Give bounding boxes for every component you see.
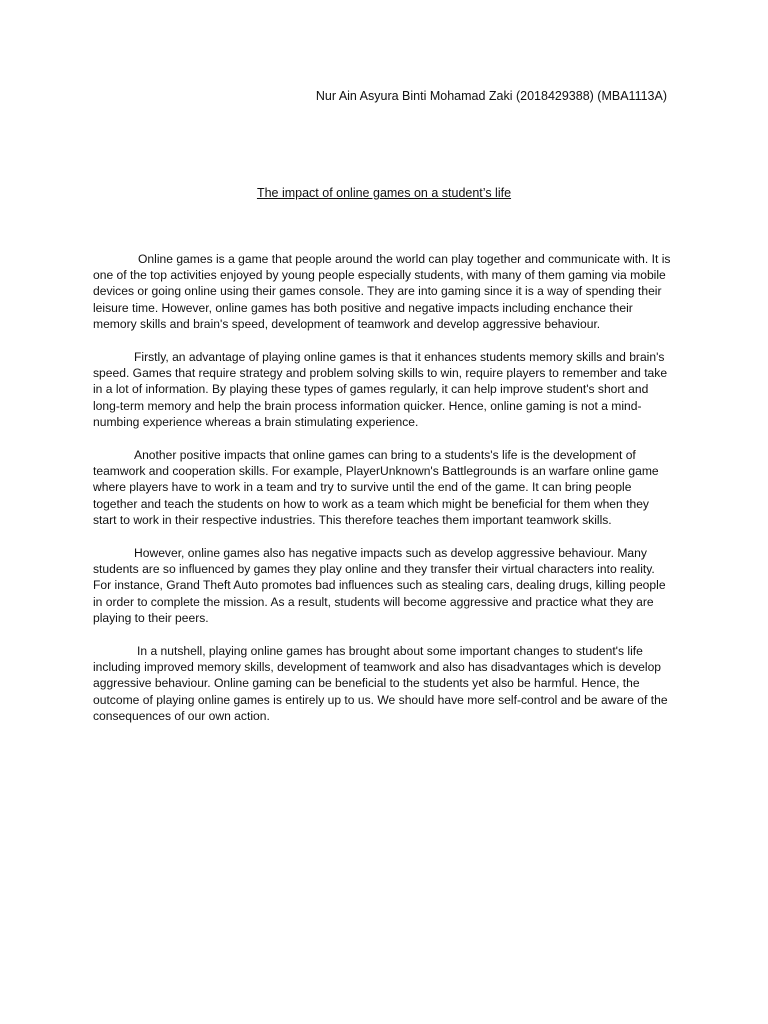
- paragraph-conclusion: In a nutshell, playing online games has brought about some important changes to student's life including improved memory skills, development of teamwork and also has disadvantages which is develop aggressive behaviour. Online gaming can be beneficial to the students yet also be harmful. Hence, the outcome of playing online games is entirely up to us. We should have more self-control and be aware of the consequences of our own action.: [93, 644, 668, 723]
- paragraph-teamwork: Another positive impacts that online games can bring to a students's life is the development of teamwork and cooperation skills. For example, PlayerUnknown's Battlegrounds is an warfare online game where players have to work in a team and try to survive until the end of the game. It can bring people together and teach the students on how to work as a team which might be beneficial for them when they start to work in their respective industries. This therefore teaches them important teamwork skills.: [93, 448, 659, 527]
- paragraph-memory-skills: Firstly, an advantage of playing online games is that it enhances students memory skills and brain's speed. Games that require strategy and problem solving skills to win, require players to remember and take in a lot of information. By playing these types of games regularly, it can help improve student's short and long-term memory and help the brain process information quicker. Hence, online gaming is not a mind-numbing experience whereas a brain stimulating experience.: [93, 350, 668, 429]
- paragraph-introduction: Online games is a game that people around the world can play together and communicate with. It is one of the top activities enjoyed by young people especially students, with many of them gaming via mobile devices or going online using their games console. They are into gaming since it is a way of spending their leisure time. However, online games has both positive and negative impacts including enchance their memory skills and brain's speed, development of teamwork and develop aggressive behaviour.: [93, 252, 671, 331]
- author-line: Nur Ain Asyura Binti Mohamad Zaki (2018429388) (MBA1113A): [315, 89, 667, 103]
- essay-title: The impact of online games on a student’s life: [256, 186, 512, 200]
- essay-body: [93, 251, 673, 741]
- paragraph-aggressive-behaviour: However, online games also has negative impacts such as develop aggressive behaviour. Many students are so influenced by games they play online and they transfer their virtual characters into reality. For instance, Grand Theft Auto promotes bad influences such as stealing cars, dealing drugs, killing people in order to complete the mission. As a result, students will become aggressive and practice what they are playing to their peers.: [93, 546, 666, 625]
